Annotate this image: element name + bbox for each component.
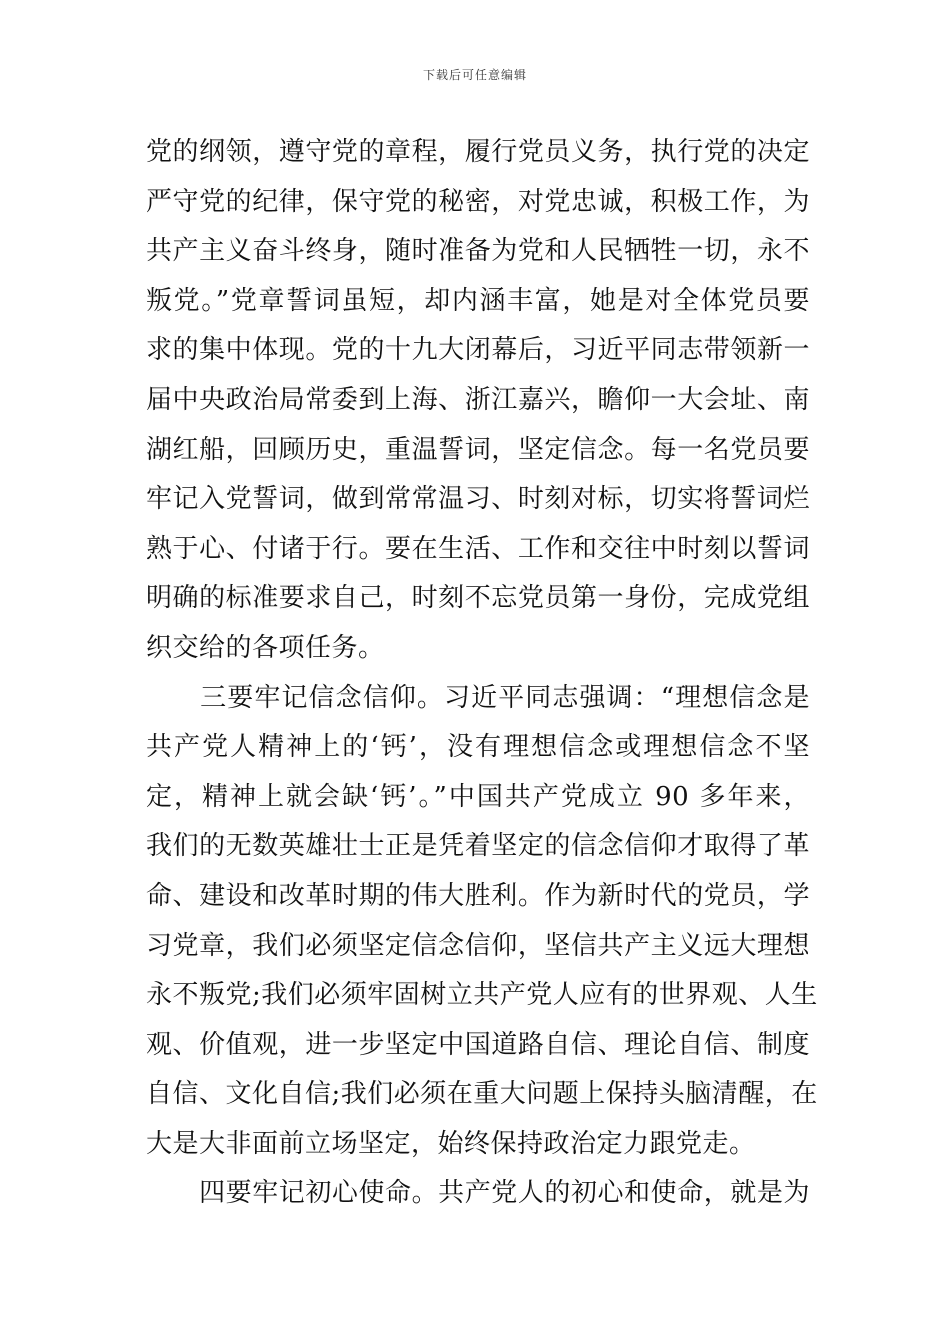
text-line: 届中央政治局常委到上海、浙江嘉兴，瞻仰一大会址、南 [146,384,810,415]
text-line: 习党章，我们必须坚定信念信仰，坚信共产主义远大理想 [146,930,810,961]
text-line: 共产主义奋斗终身，随时准备为党和人民牺牲一切，永不 [146,236,810,267]
text-line: 严守党的纪律，保守党的秘密，对党忠诚，积极工作，为 [146,186,810,217]
text-line: 命、建设和改革时期的伟大胜利。作为新时代的党员，学 [146,880,810,911]
paragraph-end-line: 大是大非面前立场坚定，始终保持政治定力跟党走。 [146,1128,756,1159]
text-line: 自信、文化自信;我们必须在重大问题上保持头脑清醒，在 [146,1079,818,1110]
text-line: 求的集中体现。党的十九大闭幕后，习近平同志带领新一 [146,335,810,366]
document-body [146,128,818,1219]
text-line: 我们的无数英雄壮士正是凭着坚定的信念信仰才取得了革 [146,831,810,862]
paragraph-start-line: 三要牢记信念信仰。习近平同志强调：“理想信念是 [146,682,810,713]
text-line: 共产党人精神上的‘钙’，没有理想信念或理想信念不坚 [146,732,810,763]
paragraph-start-line: 四要牢记初心使命。共产党人的初心和使命，就是为 [146,1178,810,1209]
text-line: 叛党。”党章誓词虽短，却内涵丰富，她是对全体党员要 [146,285,810,316]
text-line: 牢记入党誓词，做到常常温习、时刻对标，切实将誓词烂 [146,484,810,515]
text-line: 定，精神上就会缺‘钙’。”中国共产党成立 90 多年来， [146,781,810,812]
text-line: 湖红船，回顾历史，重温誓词，坚定信念。每一名党员要 [146,434,810,465]
text-line: 熟于心、付诸于行。要在生活、工作和交往中时刻以誓词 [146,533,810,564]
page-header: 下载后可任意编辑 [422,68,527,82]
text-line: 永不叛党;我们必须牢固树立共产党人应有的世界观、人生 [146,980,818,1011]
text-line: 明确的标准要求自己，时刻不忘党员第一身份，完成党组 [146,583,810,614]
text-line: 党的纲领，遵守党的章程，履行党员义务，执行党的决定 [146,137,810,167]
text-line: 观、价值观，进一步坚定中国道路自信、理论自信、制度 [146,1029,810,1060]
paragraph-end-line: 织交给的各项任务。 [146,632,385,663]
